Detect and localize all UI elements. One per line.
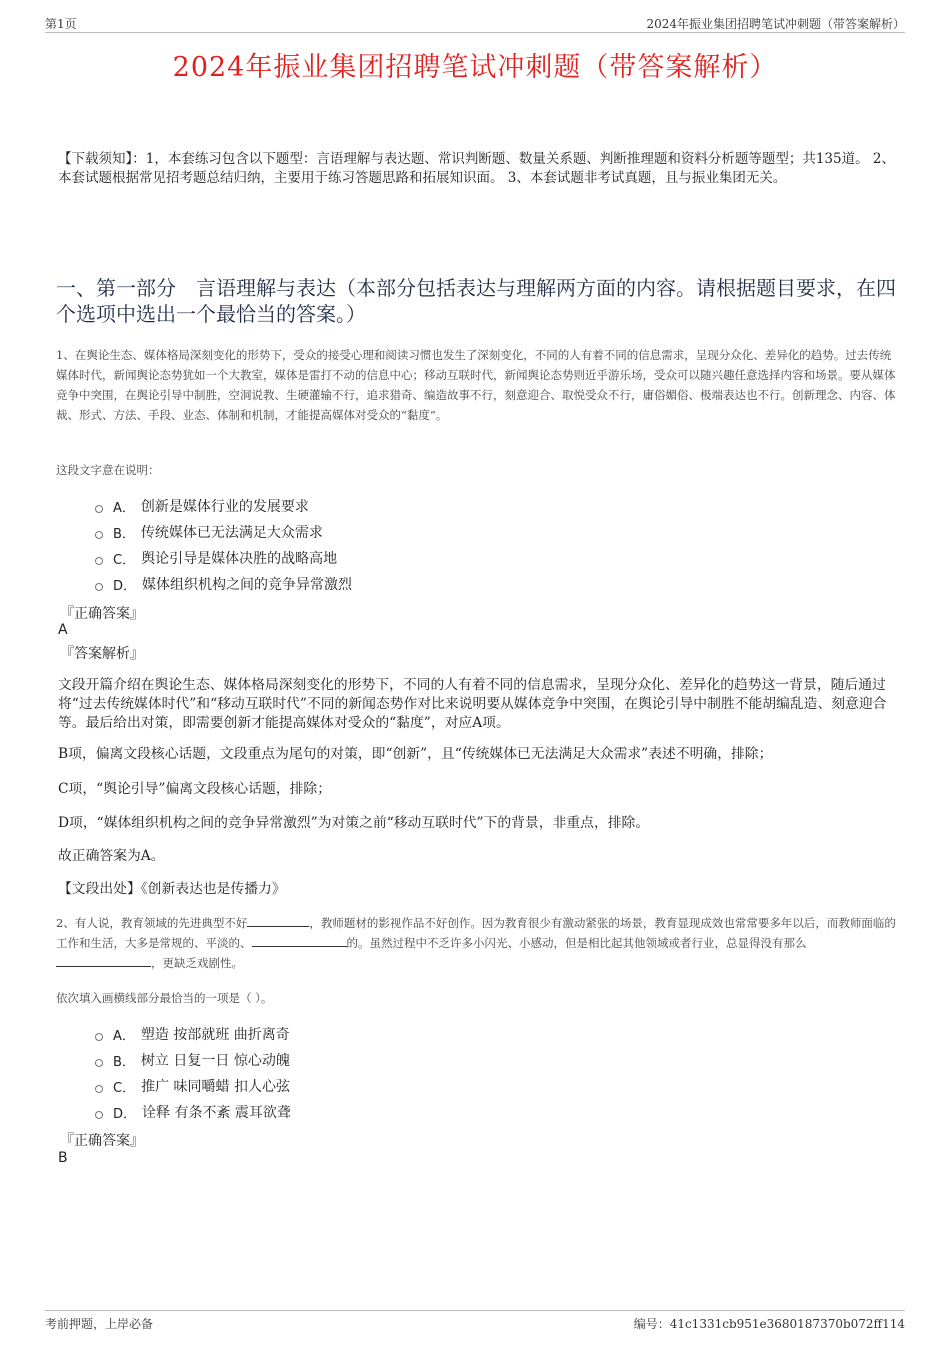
analysis-paragraph: B项，偏离文段核心话题，文段重点为尾句的对策，即“创新”，且“传统媒体已无法满足大众需求”表述不明确，排除； (58, 746, 773, 762)
question-1-options (95, 493, 352, 597)
header-doc-title: 2024年振业集团招聘笔试冲刺题（带答案解析） (646, 17, 905, 31)
analysis-paragraph: 文段开篇介绍在舆论生态、媒体格局深刻变化的形势下，不同的人有着不同的信息需求，呈现分众化、差异化的趋势这一背景，随后通过将“过去传统媒体时代”和“移动互联时代”不同的新闻态势作对比来说明要从媒体竞争中突围，在舆论引导中制胜不能胡编乱造、刻意迎合等。最后给出对策，即需要创新才能提高媒体对受众的“黏度”，对应A项。 (58, 677, 887, 731)
option-text: 传统媒体已无法满足大众需求 (140, 525, 323, 541)
radio-icon[interactable] (95, 1059, 103, 1067)
option-d[interactable] (95, 571, 352, 597)
analysis-paragraph: D项，“媒体组织机构之间的竞争异常激烈”为对策之前“移动互联时代”下的背景，非重点，排除。 (58, 815, 650, 831)
footer-slogan: 考前押题，上岸必备 (45, 1317, 154, 1331)
option-letter: A． (113, 1028, 135, 1044)
radio-icon[interactable] (95, 1085, 103, 1093)
option-c[interactable] (95, 1073, 291, 1099)
analysis-paragraph: C项，“舆论引导”偏离文段核心话题，排除； (58, 781, 332, 797)
option-a[interactable] (95, 493, 352, 519)
download-notice: 【下载须知】：1，本套练习包含以下题型：言语理解与表达题、常识判断题、数量关系题、判断推理题和资料分析题等题型；共135道。 2、本套试题根据常见招考题总结归纳，主要用于练习答题思路和拓展知识面。 3、本套试题非考试真题，且与振业集团无关。 (58, 151, 895, 186)
blank-2[interactable] (252, 934, 347, 947)
question-text-part: ，更缺乏戏剧性。 (151, 956, 243, 970)
question-text-part: ，教师题材的影视作品不好创作。因为教育很少有激动紧张的场景，教育显现成效也常常要多年以后，而教师面临的工作和生活，大多是常规的、平淡的、 (56, 916, 896, 950)
option-text: 舆论引导是媒体决胜的战略高地 (141, 551, 338, 567)
page-header (45, 12, 905, 33)
option-text: 媒体组织机构之间的竞争异常激烈 (142, 577, 353, 593)
option-b[interactable] (95, 519, 352, 545)
blank-1[interactable] (247, 914, 309, 927)
option-letter: B． (113, 1054, 135, 1070)
radio-icon[interactable] (95, 505, 103, 513)
option-text: 推广 味同嚼蜡 扣人心弦 (141, 1079, 290, 1095)
analysis-paragraph: 故正确答案为A。 (58, 848, 165, 864)
blank-3[interactable] (56, 954, 151, 967)
question-2-options (95, 1021, 291, 1125)
question-text-part: 2、有人说，教育领域的先进典型不好 (56, 916, 248, 930)
radio-icon[interactable] (95, 1033, 103, 1041)
question-1-text: 1、在舆论生态、媒体格局深刻变化的形势下，受众的接受心理和阅读习惯也发生了深刻变化，不同的人有着不同的信息需求，呈现分众化、差异化的趋势。过去传统媒体时代，新闻舆论态势犹如一个大教室，媒体是雷打不动的信息中心；移动互联时代，新闻舆论态势则近乎游乐场，受众可以随兴趣任意选择内容和场景。要从媒体竞争中突围，在舆论引导中制胜，空洞说教、生硬灌输不行，追求猎奇、编造故事不行，刻意迎合、取悦受众不行，庸俗媚俗、极端表达也不行。创新理念、内容、体裁、形式、方法、手段、业态、体制和机制，才能提高媒体对受众的“黏度”。 (56, 348, 896, 422)
option-letter: C． (113, 552, 136, 568)
section-heading: 一、第一部分 言语理解与表达（本部分包括表达与理解两方面的内容。请根据题目要求，在四个选项中选出一个最恰当的答案。） (56, 276, 896, 326)
option-a[interactable] (95, 1021, 291, 1047)
option-letter: D． (113, 1106, 137, 1122)
question-1-prompt: 这段文字意在说明： (56, 463, 160, 477)
option-letter: D． (113, 578, 137, 594)
option-text: 树立 日复一日 惊心动魄 (140, 1053, 290, 1069)
source-note: 【文段出处】《创新表达也是传播力》 (58, 881, 286, 897)
correct-answer-label: 『正确答案』 (60, 1133, 144, 1149)
correct-answer-label: 『正确答案』 (60, 606, 144, 622)
correct-answer: B (58, 1150, 68, 1166)
correct-answer: A (58, 622, 68, 638)
page-number: 第1页 (45, 17, 77, 31)
question-2-prompt: 依次填入画横线部分最恰当的一项是（ ）。 (56, 991, 273, 1005)
option-text: 创新是媒体行业的发展要求 (140, 499, 309, 515)
document-title: 2024年振业集团招聘笔试冲刺题（带答案解析） (172, 52, 778, 83)
radio-icon[interactable] (95, 1111, 103, 1119)
page-footer (45, 1310, 905, 1331)
question-text-part: 的。虽然过程中不乏许多小闪光、小感动，但是相比起其他领域或者行业，总显得没有那么 (346, 936, 807, 950)
radio-icon[interactable] (95, 583, 103, 591)
radio-icon[interactable] (95, 531, 103, 539)
question-2-text (56, 913, 900, 973)
option-b[interactable] (95, 1047, 291, 1073)
document-id: 编号：41c1331cb951e3680187370b072ff114 (633, 1317, 905, 1331)
radio-icon[interactable] (95, 557, 103, 565)
option-c[interactable] (95, 545, 352, 571)
option-d[interactable] (95, 1099, 291, 1125)
analysis-label: 『答案解析』 (60, 646, 144, 662)
option-text: 塑造 按部就班 曲折离奇 (140, 1027, 290, 1043)
option-letter: A． (113, 500, 135, 516)
option-text: 诠释 有条不紊 震耳欲聋 (142, 1105, 291, 1121)
option-letter: C． (113, 1080, 136, 1096)
option-letter: B． (113, 526, 135, 542)
